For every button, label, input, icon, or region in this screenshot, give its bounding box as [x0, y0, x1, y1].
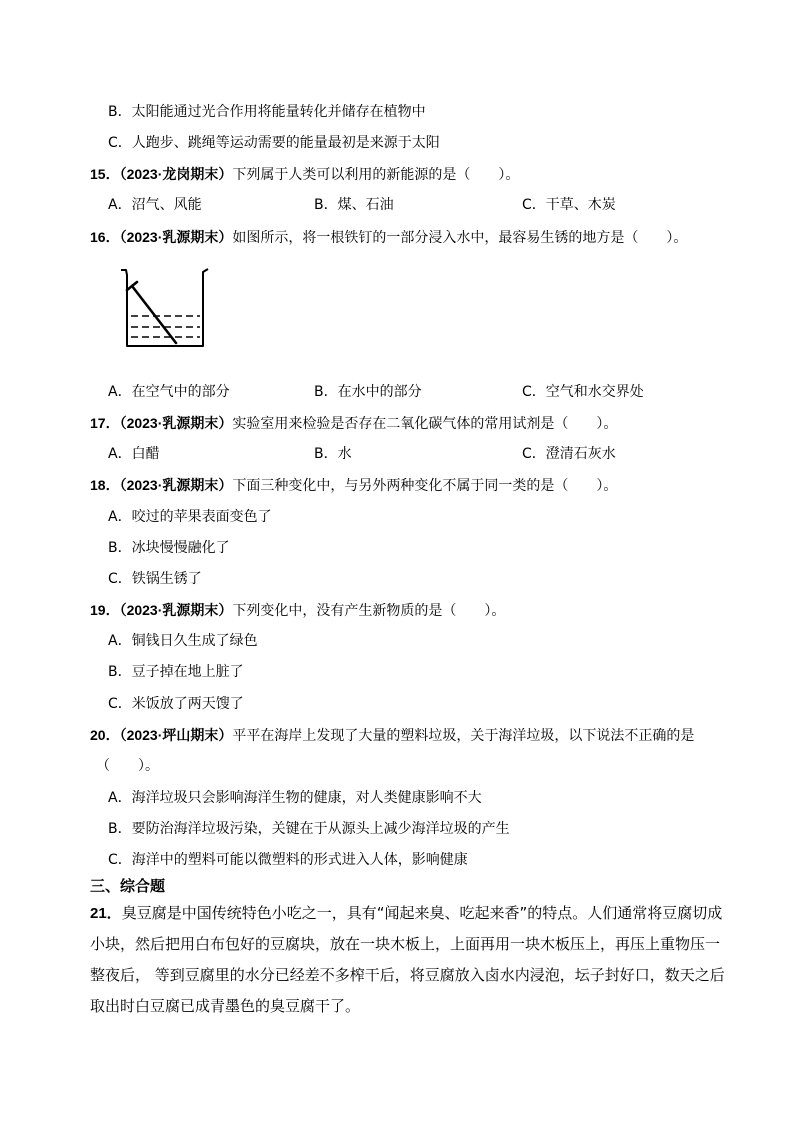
- iron-nail: [127, 282, 176, 343]
- q20-option-a: A．海洋垃圾只会影响海洋生物的健康，对人类健康影响不大: [108, 790, 482, 806]
- question-21-line-1: [90, 903, 722, 924]
- question-text: 下列属于人类可以利用的新能源的是（ ）。: [232, 167, 520, 183]
- q19-option-c: C．米饭放了两天馊了: [108, 696, 244, 712]
- question-number: 20．: [90, 727, 120, 743]
- q20-option-b: B．要防治海洋垃圾污染，关键在于从源头上减少海洋垃圾的产生: [108, 821, 510, 837]
- q20-option-c: C．海洋中的塑料可能以微塑料的形式进入人体，影响健康: [108, 852, 468, 868]
- question-text: 下面三种变化中，与另外两种变化不属于同一类的是（ ）。: [232, 478, 618, 494]
- beaker-outline: [121, 269, 208, 346]
- question-19: [90, 600, 505, 621]
- q17-option-a: A．白醋: [108, 446, 160, 462]
- q20-answer-blank: （ ）。: [96, 758, 159, 774]
- question-21-line-4: 取出时白豆腐已成青墨色的臭豆腐干了。: [90, 997, 361, 1015]
- q18-option-b: B．冰块慢慢融化了: [108, 540, 230, 556]
- q19-option-b: B．豆子掉在地上脏了: [108, 664, 244, 680]
- q14-option-b: B．太阳能通过光合作用将能量转化并储存在植物中: [108, 104, 426, 120]
- question-source-tag: （2023·坪山期末）: [119, 727, 233, 743]
- question-18: [90, 475, 617, 496]
- question-21-line-2: 小块，然后把用白布包好的豆腐块，放在一块木板上，上面再用一块木板压上，再压上重物压一: [90, 935, 721, 953]
- water-level-lines: [131, 316, 200, 337]
- q15-options: [108, 195, 708, 215]
- q17-option-c: C．澄清石灰水: [522, 446, 616, 462]
- question-text: 实验室用来检验是否存在二氧化碳气体的常用试剂是（ ）。: [232, 416, 618, 432]
- q17-option-b: B．水: [314, 446, 352, 462]
- question-17: [90, 413, 617, 434]
- q16-option-a: A．在空气中的部分: [108, 384, 230, 400]
- q15-option-a: A．沼气、风能: [108, 197, 202, 213]
- q16-option-c: C．空气和水交界处: [522, 384, 644, 400]
- question-15: [90, 164, 519, 185]
- question-source-tag: （2023·乳源期末）: [119, 415, 233, 431]
- question-21-line-3: 整夜后， 等到豆腐里的水分已经差不多榨干后，将豆腐放入卤水内浸泡，坛子封好口，数天之后: [90, 966, 725, 984]
- q14-option-c: C．人跑步、跳绳等运动需要的能量最初是来源于太阳: [108, 135, 440, 151]
- q17-options: [108, 444, 708, 464]
- question-number: 15．: [90, 166, 120, 182]
- question-16: [90, 227, 687, 248]
- question-text: 如图所示，将一根铁钉的一部分浸入水中，最容易生锈的地方是（ ）。: [232, 230, 688, 246]
- question-text: 平平在海岸上发现了大量的塑料垃圾，关于海洋垃圾，以下说法不正确的是: [232, 728, 695, 744]
- q15-option-b: B．煤、石油: [314, 197, 394, 213]
- q19-option-a: A．铜钱日久生成了绿色: [108, 633, 258, 649]
- beaker-nail-diagram: [118, 266, 214, 352]
- q18-option-a: A．咬过的苹果表面变色了: [108, 509, 272, 525]
- question-20: [90, 725, 694, 746]
- question-source-tag: （2023·龙岗期末）: [119, 166, 233, 182]
- question-source-tag: （2023·乳源期末）: [119, 477, 233, 493]
- section-heading: 三、综合题: [90, 877, 166, 895]
- question-source-tag: （2023·乳源期末）: [119, 602, 233, 618]
- question-number: 16．: [90, 229, 120, 245]
- question-number: 18．: [90, 477, 120, 493]
- question-number: 17．: [90, 415, 120, 431]
- question-number: 21．: [90, 905, 122, 922]
- q18-option-c: C．铁锅生锈了: [108, 571, 202, 587]
- q16-options: [108, 382, 708, 402]
- question-number: 19．: [90, 602, 120, 618]
- q15-option-c: C．干草、木炭: [522, 197, 616, 213]
- question-source-tag: （2023·乳源期末）: [119, 229, 233, 245]
- question-text: 下列变化中，没有产生新物质的是（ ）。: [232, 603, 506, 619]
- q16-option-b: B．在水中的部分: [314, 384, 422, 400]
- paragraph-text: 臭豆腐是中国传统特色小吃之一，具有“闻起来臭、吃起来香”的特点。人们通常将豆腐切成: [121, 904, 723, 922]
